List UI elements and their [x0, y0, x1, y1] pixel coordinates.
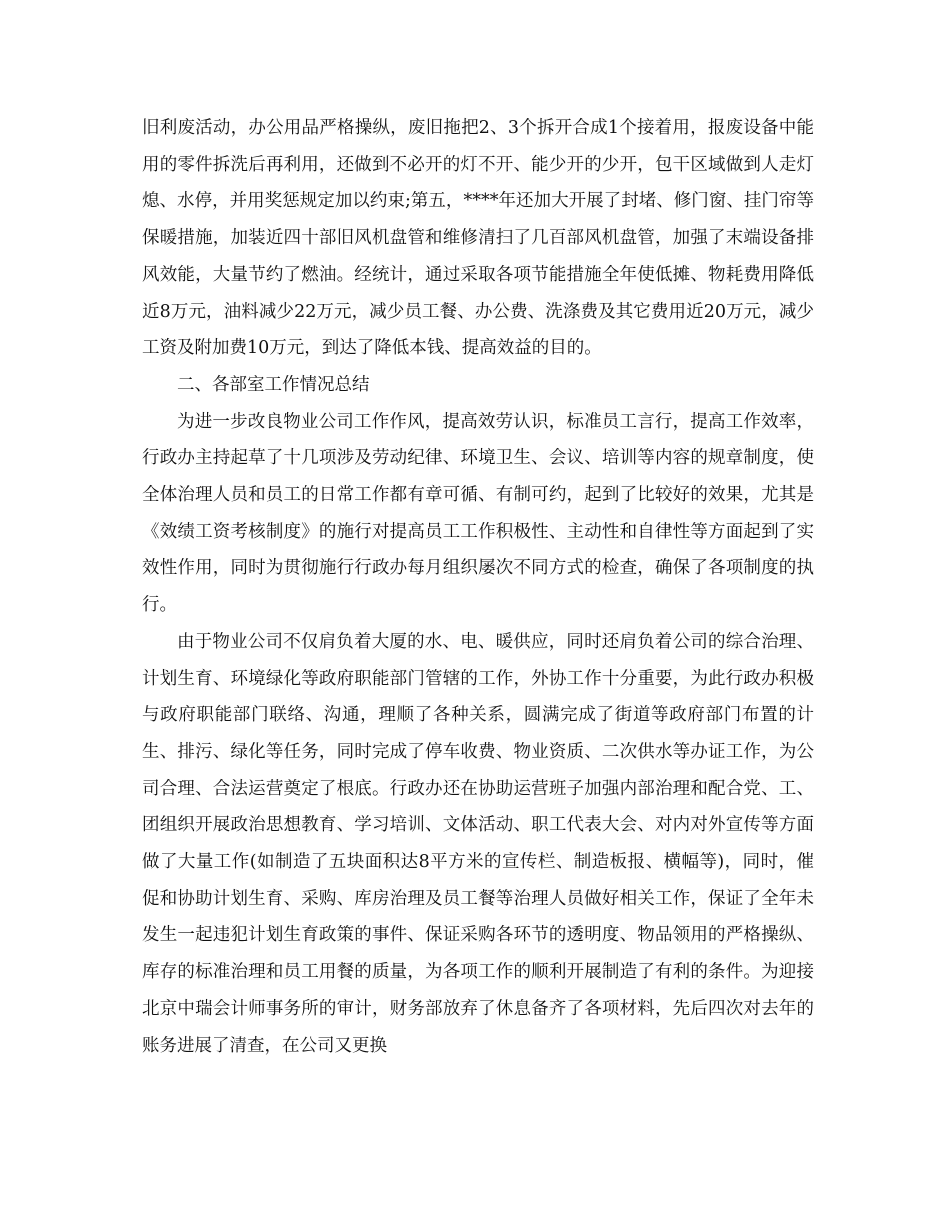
paragraph-admin-rules: 为进一步改良物业公司工作作风，提高效劳认识，标准员工言行，提高工作效率，行政办主持起草了十几项涉及劳动纪律、环境卫生、会议、培训等内容的规章制度，使全体治理人员和员工的日常工作都有章可循、有制可约，起到了比较好的效果，尤其是《效绩工资考核制度》的施行对提高员工工作积极性、主动性和自律性等方面起到了实效性作用，同时为贯彻施行行政办每月组织屡次不同方式的检查，确保了各项制度的执行。 [142, 411, 814, 616]
document-page [142, 110, 814, 1064]
paragraph-external-work: 由于物业公司不仅肩负着大厦的水、电、暖供应，同时还肩负着公司的综合治理、计划生育、环境绿化等政府职能部门管辖的工作，外协工作十分重要，为此行政办积极与政府职能部门联络、沟通，理顺了各种关系，圆满完成了街道等政府部门布置的计生、排污、绿化等任务，同时完成了停车收费、物业资质、二次供水等办证工作，为公司合理、合法运营奠定了根底。行政办还在协助运营班子加强内部治理和配合党、工、团组织开展政治思想教育、学习培训、文体活动、职工代表大会、对内对外宣传等方面做了大量工作(如制造了五块面积达8平方米的宣传栏、制造板报、横幅等)，同时，催促和协助计划生育、采购、库房治理及员工餐等治理人员做好相关工作，保证了全年未发生一起违犯计划生育政策的事件、保证采购各环节的透明度、物品领用的严格操纵、库存的标准治理和员工用餐的质量，为各项工作的顺利开展制造了有利的条件。为迎接北京中瑞会计师事务所的审计，财务部放弃了休息备齐了各项材料，先后四次对去年的账务进展了清查，在公司又更换 [142, 631, 814, 1056]
paragraph-continuation: 旧利废活动，办公用品严格操纵，废旧拖把2、3个拆开合成1个接着用，报废设备中能用的零件拆洗后再利用，还做到不必开的灯不开、能少开的少开，包干区域做到人走灯熄、水停，并用奖惩规定加以约束;第五，****年还加大开展了封堵、修门窗、挂门帘等保暖措施，加装近四十部旧风机盘管和维修清扫了几百部风机盘管，加强了末端设备排风效能，大量节约了燃油。经统计，通过采取各项节能措施全年使低摊、物耗费用降低近8万元，油料减少22万元，减少员工餐、办公费、洗涤费及其它费用近20万元，减少工资及附加费10万元，到达了降低本钱、提高效益的目的。 [142, 118, 814, 359]
section-heading: 二、各部室工作情况总结 [177, 374, 370, 395]
